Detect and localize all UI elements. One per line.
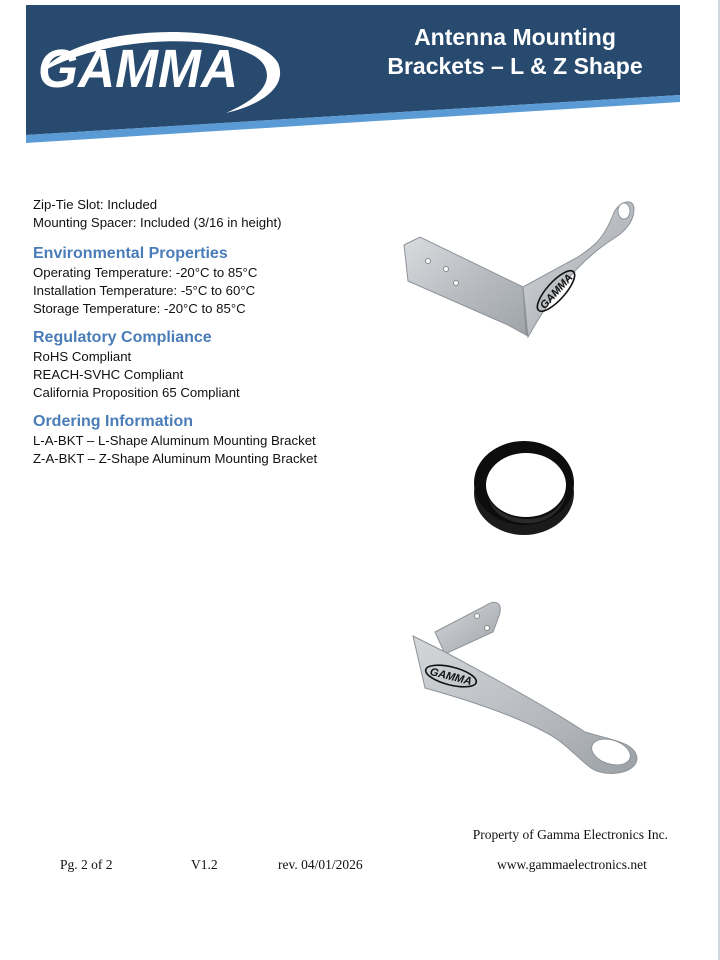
website-link[interactable]: www.gammaelectronics.net <box>497 857 647 872</box>
logo-text: GAMMA <box>38 39 238 99</box>
reg-line: RoHS Compliant <box>33 349 132 364</box>
l-bracket-image <box>398 195 643 345</box>
version-label: V1.2 <box>191 857 218 872</box>
spacer-ring-image <box>470 435 578 540</box>
l-bracket-logo: GAMMA <box>537 271 576 312</box>
reg-line: California Proposition 65 Compliant <box>33 385 240 400</box>
order-line: L-A-BKT – L-Shape Aluminum Mounting Bracket <box>33 433 316 448</box>
property-notice: Property of Gamma Electronics Inc. <box>472 827 668 842</box>
environmental-heading: Environmental Properties <box>33 245 228 262</box>
regulatory-heading: Regulatory Compliance <box>33 329 212 346</box>
title-line-2: Brackets – L & Z Shape <box>387 53 643 79</box>
z-bracket-image <box>405 592 645 782</box>
feature-spacer: Mounting Spacer: Included (3/16 in height) <box>33 215 282 230</box>
feature-zip-tie: Zip-Tie Slot: Included <box>33 197 158 212</box>
page-title <box>326 23 704 81</box>
reg-line: REACH-SVHC Compliant <box>33 367 184 382</box>
ordering-heading: Ordering Information <box>33 413 193 430</box>
z-bracket-logo: GAMMA <box>428 665 473 688</box>
env-line: Operating Temperature: -20°C to 85°C <box>33 265 258 280</box>
order-line: Z-A-BKT – Z-Shape Aluminum Mounting Bracket <box>33 451 318 466</box>
revision-date: rev. 04/01/2026 <box>278 857 363 872</box>
env-line: Storage Temperature: -20°C to 85°C <box>33 301 246 316</box>
env-line: Installation Temperature: -5°C to 60°C <box>33 283 256 298</box>
title-line-1: Antenna Mounting <box>414 24 616 50</box>
page-number: Pg. 2 of 2 <box>60 857 113 872</box>
spec-text <box>33 196 413 468</box>
header-banner <box>26 5 680 143</box>
